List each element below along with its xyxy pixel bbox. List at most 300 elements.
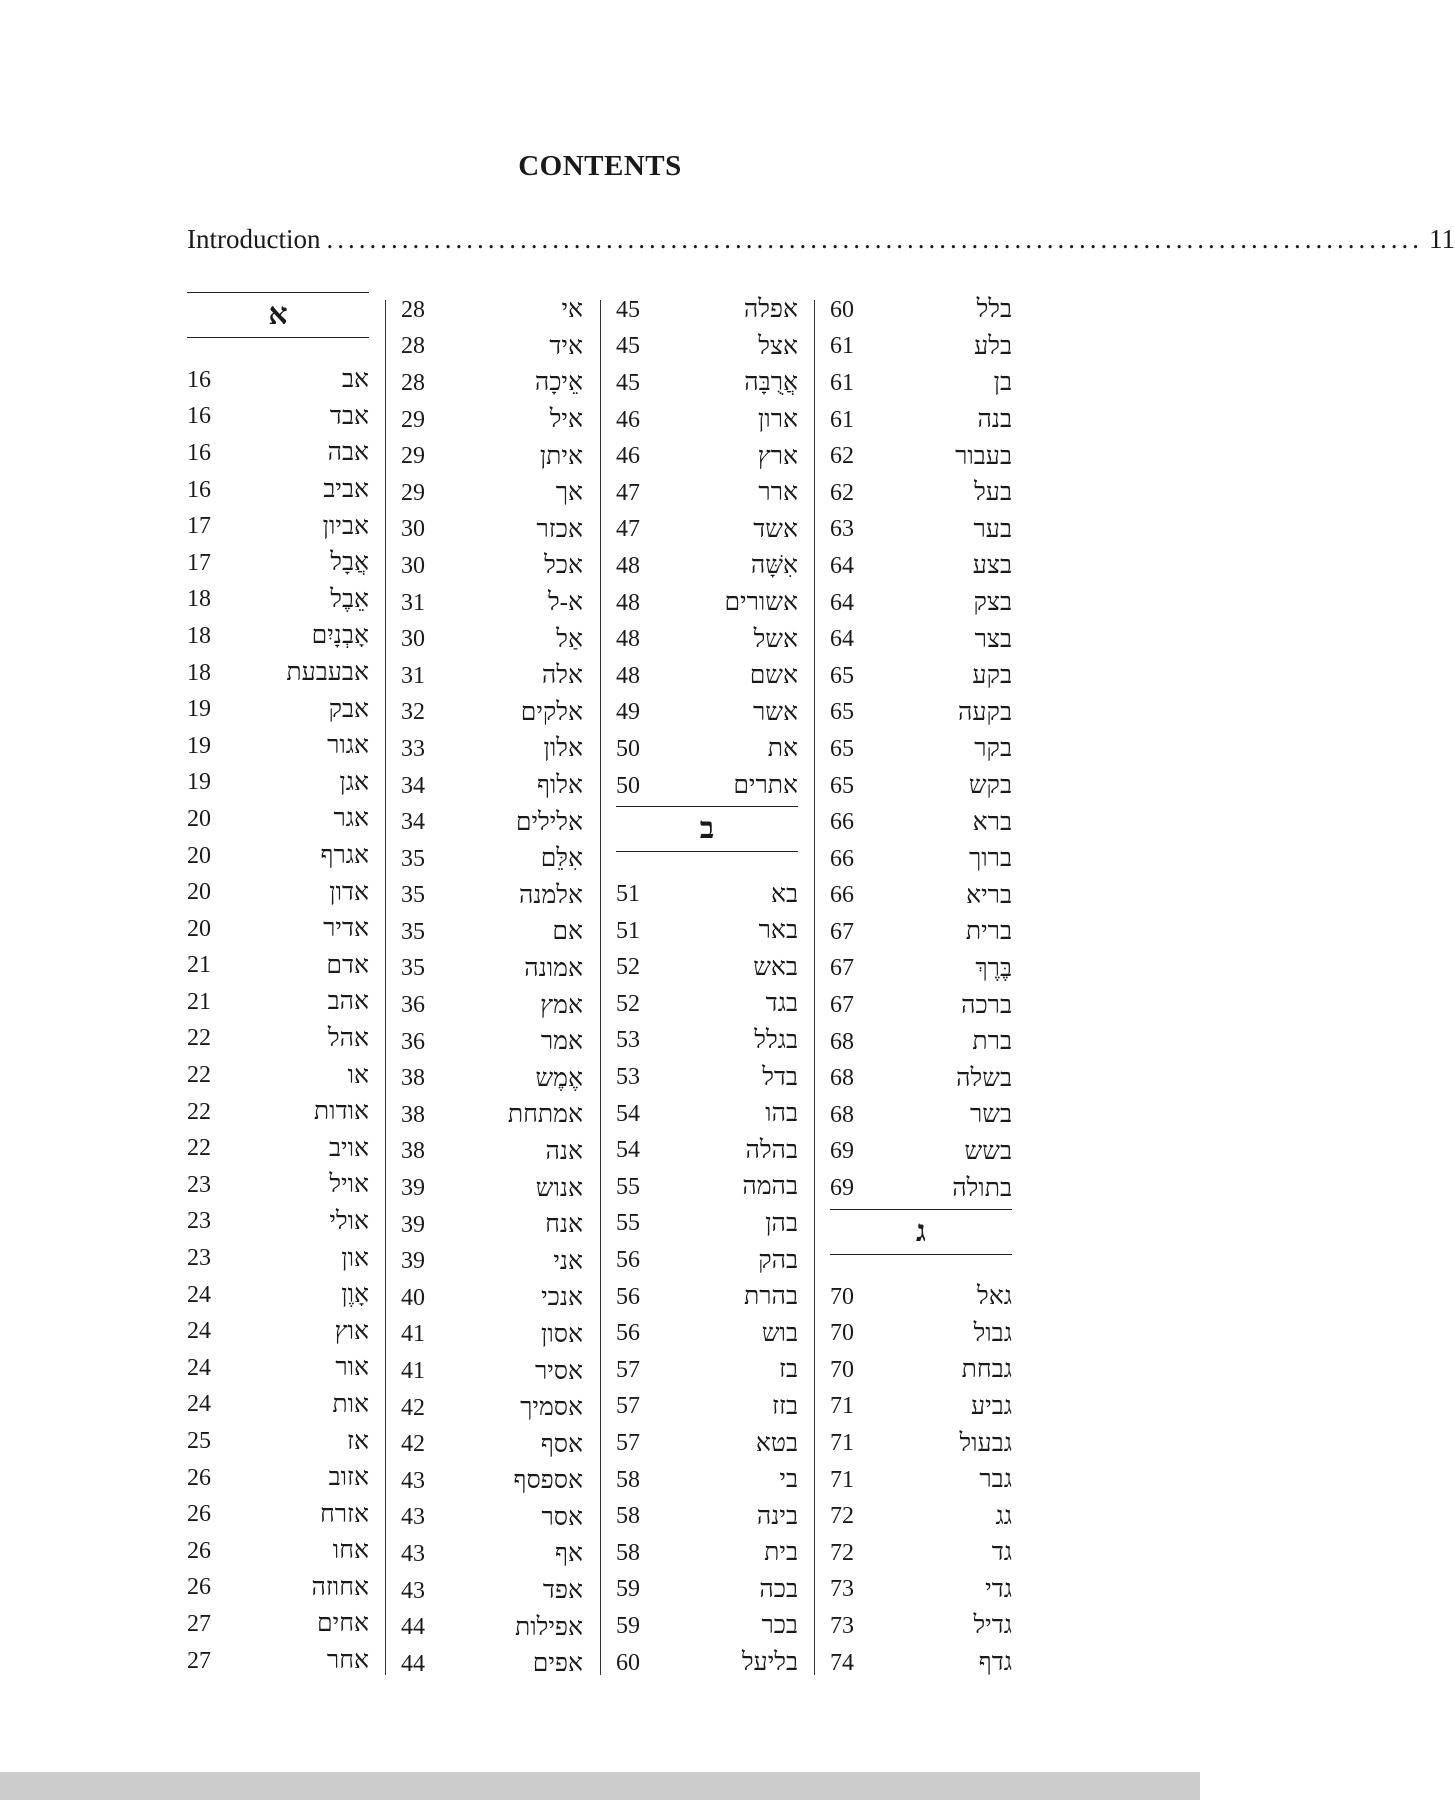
entry-page-number: 54 xyxy=(616,1100,640,1127)
entry-hebrew-word: אסר xyxy=(541,1503,583,1531)
toc-entry xyxy=(616,986,798,1023)
toc-entry xyxy=(187,1130,369,1167)
entry-hebrew-word: בקר xyxy=(974,735,1012,763)
entry-hebrew-word: גבר xyxy=(979,1466,1012,1494)
entry-hebrew-word: אבה xyxy=(327,439,369,467)
entry-page-number: 48 xyxy=(616,662,640,689)
entry-page-number: 51 xyxy=(616,917,640,944)
toc-entry xyxy=(830,292,1012,329)
entry-hebrew-word: אהל xyxy=(327,1024,369,1052)
dot-leader: ...................................................................................................... xyxy=(326,224,1423,254)
entry-hebrew-word: בלל xyxy=(976,296,1012,324)
toc-column-1 xyxy=(187,292,369,1679)
toc-entry xyxy=(830,1498,1012,1535)
entry-page-number: 26 xyxy=(187,1537,211,1564)
toc-entry xyxy=(187,911,369,948)
entry-hebrew-word: אלילים xyxy=(515,808,583,836)
entry-page-number: 66 xyxy=(830,882,854,909)
toc-entry xyxy=(830,804,1012,841)
entry-hebrew-word: באר xyxy=(758,917,798,945)
entry-hebrew-word: אשל xyxy=(753,625,798,653)
entry-hebrew-word: אחים xyxy=(317,1610,369,1638)
toc-entry xyxy=(187,1350,369,1387)
toc-entry xyxy=(401,804,583,841)
toc-entry xyxy=(830,1170,1012,1207)
toc-intro-entry xyxy=(187,224,1455,260)
entry-page-number: 45 xyxy=(616,369,640,396)
intro-label: Introduction xyxy=(187,224,321,254)
entry-hebrew-word: אבד xyxy=(329,402,369,430)
toc-entry xyxy=(830,1608,1012,1645)
entry-hebrew-word: אלקים xyxy=(520,698,583,726)
entry-hebrew-word: גדף xyxy=(978,1649,1012,1677)
toc-entry xyxy=(830,585,1012,622)
toc-entry xyxy=(401,548,583,585)
entry-hebrew-word: אבעבעת xyxy=(286,659,369,687)
entry-hebrew-word: בז xyxy=(778,1356,798,1384)
entry-page-number: 62 xyxy=(830,443,854,470)
toc-entry xyxy=(616,1242,798,1279)
entry-page-number: 45 xyxy=(616,296,640,323)
toc-entry xyxy=(830,987,1012,1024)
entry-page-number: 60 xyxy=(616,1649,640,1676)
toc-entry xyxy=(616,731,798,768)
entry-hebrew-word: אנוש xyxy=(535,1174,583,1202)
entry-hebrew-word: ברוך xyxy=(968,845,1012,873)
toc-entry xyxy=(187,582,369,619)
toc-entry xyxy=(401,1207,583,1244)
toc-entry xyxy=(401,1060,583,1097)
column-divider xyxy=(814,300,815,1675)
entry-page-number: 65 xyxy=(830,735,854,762)
entry-hebrew-word: בליעל xyxy=(741,1649,798,1677)
toc-entry xyxy=(830,621,1012,658)
entry-page-number: 24 xyxy=(187,1391,211,1418)
entry-hebrew-word: אִשָּׁה xyxy=(750,552,798,580)
entry-hebrew-word: אביון xyxy=(322,512,369,540)
toc-entry xyxy=(830,1572,1012,1609)
entry-page-number: 27 xyxy=(187,1647,211,1674)
toc-entry xyxy=(187,618,369,655)
entry-page-number: 69 xyxy=(830,1175,854,1202)
entry-page-number: 55 xyxy=(616,1210,640,1237)
toc-entry xyxy=(830,329,1012,366)
entry-hebrew-word: אחו xyxy=(332,1537,369,1565)
toc-entry xyxy=(187,1533,369,1570)
toc-entry xyxy=(830,402,1012,439)
entry-page-number: 48 xyxy=(616,589,640,616)
entry-hebrew-word: בית xyxy=(764,1539,798,1567)
entry-page-number: 65 xyxy=(830,662,854,689)
entry-hebrew-word: אגן xyxy=(339,768,369,796)
entry-page-number: 60 xyxy=(830,296,854,323)
toc-entry xyxy=(187,1057,369,1094)
entry-page-number: 72 xyxy=(830,1503,854,1530)
entry-page-number: 20 xyxy=(187,805,211,832)
entry-page-number: 44 xyxy=(401,1650,425,1677)
entry-hebrew-word: בגלל xyxy=(754,1026,798,1054)
toc-entry xyxy=(830,1060,1012,1097)
toc-entry xyxy=(830,1389,1012,1426)
entry-page-number: 57 xyxy=(616,1393,640,1420)
entry-hebrew-word: אלמנה xyxy=(518,881,583,909)
entry-hebrew-word: בעבור xyxy=(955,442,1012,470)
entry-page-number: 65 xyxy=(830,699,854,726)
entry-page-number: 62 xyxy=(830,479,854,506)
entry-page-number: 23 xyxy=(187,1171,211,1198)
entry-hebrew-word: בא xyxy=(770,880,798,908)
toc-entry xyxy=(616,1206,798,1243)
toc-entry xyxy=(401,1097,583,1134)
toc-entry xyxy=(830,914,1012,951)
entry-page-number: 61 xyxy=(830,406,854,433)
entry-hebrew-word: בקש xyxy=(968,772,1012,800)
toc-column-3 xyxy=(616,292,798,1681)
entry-hebrew-word: אהב xyxy=(327,988,369,1016)
entry-hebrew-word: בצע xyxy=(972,552,1012,580)
entry-hebrew-word: בקעה xyxy=(958,698,1012,726)
entry-hebrew-word: אך xyxy=(555,479,583,507)
entry-hebrew-word: בקע xyxy=(972,662,1012,690)
entry-page-number: 28 xyxy=(401,296,425,323)
entry-page-number: 32 xyxy=(401,699,425,726)
entry-page-number: 22 xyxy=(187,1025,211,1052)
entry-page-number: 30 xyxy=(401,552,425,579)
toc-entry xyxy=(401,658,583,695)
entry-page-number: 17 xyxy=(187,513,211,540)
entry-page-number: 57 xyxy=(616,1356,640,1383)
entry-page-number: 20 xyxy=(187,915,211,942)
entry-page-number: 20 xyxy=(187,879,211,906)
entry-page-number: 43 xyxy=(401,1504,425,1531)
entry-hebrew-word: אפילות xyxy=(515,1613,583,1641)
toc-entry xyxy=(401,768,583,805)
entry-hebrew-word: ברית xyxy=(965,918,1012,946)
entry-page-number: 38 xyxy=(401,1065,425,1092)
toc-entry xyxy=(830,475,1012,512)
entry-page-number: 36 xyxy=(401,1028,425,1055)
toc-entry xyxy=(616,1059,798,1096)
toc-entry xyxy=(616,1023,798,1060)
entry-hebrew-word: אלה xyxy=(541,662,583,690)
toc-entry xyxy=(616,1279,798,1316)
entry-page-number: 43 xyxy=(401,1540,425,1567)
entry-hebrew-word: אם xyxy=(552,918,583,946)
entry-page-number: 50 xyxy=(616,772,640,799)
toc-entry xyxy=(401,987,583,1024)
entry-page-number: 47 xyxy=(616,516,640,543)
toc-entry xyxy=(401,585,583,622)
entry-page-number: 71 xyxy=(830,1466,854,1493)
entry-hebrew-word: אֲבָל xyxy=(330,549,369,577)
entry-page-number: 34 xyxy=(401,772,425,799)
entry-hebrew-word: אגר xyxy=(333,805,369,833)
entry-page-number: 19 xyxy=(187,769,211,796)
toc-entry xyxy=(616,1169,798,1206)
entry-page-number: 51 xyxy=(616,881,640,908)
entry-hebrew-word: בי xyxy=(779,1466,798,1494)
entry-hebrew-word: בהן xyxy=(765,1209,798,1237)
entry-page-number: 22 xyxy=(187,1135,211,1162)
entry-hebrew-word: או xyxy=(347,1061,369,1089)
toc-entry xyxy=(187,801,369,838)
entry-page-number: 34 xyxy=(401,809,425,836)
letter-section-header: ג xyxy=(830,1209,1012,1255)
toc-entry xyxy=(830,1024,1012,1061)
toc-entry xyxy=(401,438,583,475)
entry-hebrew-word: ארון xyxy=(757,406,798,434)
entry-page-number: 18 xyxy=(187,586,211,613)
entry-page-number: 48 xyxy=(616,552,640,579)
toc-entry xyxy=(616,658,798,695)
toc-entry xyxy=(616,475,798,512)
entry-hebrew-word: ארץ xyxy=(757,442,798,470)
toc-entry xyxy=(401,1609,583,1646)
entry-page-number: 27 xyxy=(187,1610,211,1637)
toc-entry xyxy=(616,1572,798,1609)
entry-hebrew-word: אלוף xyxy=(536,772,583,800)
toc-entry xyxy=(187,1423,369,1460)
toc-entry xyxy=(187,1277,369,1314)
toc-entry xyxy=(401,402,583,439)
entry-page-number: 16 xyxy=(187,439,211,466)
entry-hebrew-word: אי xyxy=(561,296,583,324)
entry-hebrew-word: גבול xyxy=(973,1319,1012,1347)
toc-entry xyxy=(830,438,1012,475)
toc-entry xyxy=(187,472,369,509)
entry-page-number: 46 xyxy=(616,406,640,433)
entry-hebrew-word: אצל xyxy=(758,332,798,360)
entry-page-number: 69 xyxy=(830,1138,854,1165)
entry-page-number: 20 xyxy=(187,842,211,869)
entry-hebrew-word: אנה xyxy=(545,1137,583,1165)
entry-page-number: 56 xyxy=(616,1320,640,1347)
entry-page-number: 35 xyxy=(401,882,425,909)
entry-page-number: 38 xyxy=(401,1138,425,1165)
toc-entry xyxy=(401,512,583,549)
toc-entry xyxy=(830,695,1012,732)
entry-hebrew-word: אנח xyxy=(545,1211,583,1239)
entry-hebrew-word: בינה xyxy=(756,1502,798,1530)
entry-hebrew-word: אַל xyxy=(556,625,583,653)
toc-entry xyxy=(616,365,798,402)
entry-page-number: 39 xyxy=(401,1175,425,1202)
toc-entry xyxy=(187,1643,369,1680)
entry-page-number: 70 xyxy=(830,1283,854,1310)
entry-page-number: 73 xyxy=(830,1576,854,1603)
entry-hebrew-word: בצר xyxy=(974,625,1012,653)
entry-hebrew-word: את xyxy=(767,735,798,763)
entry-page-number: 25 xyxy=(187,1428,211,1455)
entry-page-number: 52 xyxy=(616,954,640,981)
toc-entry xyxy=(187,435,369,472)
entry-hebrew-word: אמר xyxy=(540,1028,583,1056)
toc-entry xyxy=(187,984,369,1021)
entry-page-number: 68 xyxy=(830,1028,854,1055)
entry-page-number: 66 xyxy=(830,809,854,836)
entry-hebrew-word: אסיר xyxy=(534,1357,583,1385)
entry-hebrew-word: אסמיך xyxy=(520,1394,583,1422)
entry-hebrew-word: בוש xyxy=(761,1319,798,1347)
entry-page-number: 16 xyxy=(187,403,211,430)
entry-page-number: 23 xyxy=(187,1245,211,1272)
entry-page-number: 23 xyxy=(187,1208,211,1235)
toc-entry xyxy=(401,1353,583,1390)
entry-hebrew-word: אָבְנָיִם xyxy=(311,622,369,650)
entry-hebrew-word: בהק xyxy=(758,1246,798,1274)
entry-page-number: 18 xyxy=(187,622,211,649)
toc-entry xyxy=(830,1462,1012,1499)
entry-page-number: 43 xyxy=(401,1577,425,1604)
entry-page-number: 35 xyxy=(401,955,425,982)
entry-hebrew-word: אודות xyxy=(313,1098,369,1126)
toc-entry xyxy=(616,1315,798,1352)
toc-entry xyxy=(616,876,798,913)
entry-hebrew-word: בתולה xyxy=(952,1174,1012,1202)
toc-entry xyxy=(616,329,798,366)
toc-entry xyxy=(401,1170,583,1207)
entry-hebrew-word: בדל xyxy=(762,1063,798,1091)
entry-page-number: 40 xyxy=(401,1284,425,1311)
entry-hebrew-word: אֶמֶש xyxy=(535,1064,583,1092)
entry-hebrew-word: בצק xyxy=(973,589,1012,617)
toc-entry xyxy=(187,1570,369,1607)
entry-hebrew-word: אות xyxy=(332,1390,369,1418)
entry-page-number: 21 xyxy=(187,988,211,1015)
entry-hebrew-word: אֵיכָה xyxy=(534,369,583,397)
toc-entry xyxy=(616,402,798,439)
entry-page-number: 38 xyxy=(401,1101,425,1128)
entry-hebrew-word: אכל xyxy=(544,552,583,580)
entry-page-number: 58 xyxy=(616,1503,640,1530)
entry-page-number: 71 xyxy=(830,1393,854,1420)
entry-page-number: 53 xyxy=(616,1027,640,1054)
toc-entry xyxy=(401,1243,583,1280)
entry-page-number: 64 xyxy=(830,552,854,579)
entry-hebrew-word: אשורים xyxy=(724,589,798,617)
entry-hebrew-word: בכר xyxy=(761,1612,798,1640)
entry-page-number: 31 xyxy=(401,589,425,616)
toc-column-2 xyxy=(401,292,583,1683)
toc-entry xyxy=(616,1352,798,1389)
entry-page-number: 33 xyxy=(401,735,425,762)
entry-hebrew-word: אחר xyxy=(326,1647,369,1675)
entry-hebrew-word: אזרח xyxy=(319,1500,369,1528)
toc-entry xyxy=(401,1134,583,1171)
column-divider xyxy=(600,300,601,1675)
entry-page-number: 29 xyxy=(401,479,425,506)
entry-page-number: 22 xyxy=(187,1062,211,1089)
entry-page-number: 41 xyxy=(401,1321,425,1348)
entry-hebrew-word: אויב xyxy=(328,1134,369,1162)
entry-hebrew-word: בהלה xyxy=(745,1136,798,1164)
toc-entry xyxy=(616,1425,798,1462)
entry-page-number: 68 xyxy=(830,1101,854,1128)
entry-page-number: 19 xyxy=(187,732,211,759)
toc-entry xyxy=(830,658,1012,695)
toc-entry xyxy=(401,1500,583,1537)
entry-hebrew-word: בשר xyxy=(969,1101,1012,1129)
entry-page-number: 61 xyxy=(830,369,854,396)
entry-page-number: 26 xyxy=(187,1501,211,1528)
entry-hebrew-word: בהו xyxy=(765,1100,798,1128)
entry-hebrew-word: בנה xyxy=(977,406,1012,434)
entry-page-number: 24 xyxy=(187,1281,211,1308)
entry-page-number: 26 xyxy=(187,1574,211,1601)
entry-page-number: 39 xyxy=(401,1248,425,1275)
entry-page-number: 61 xyxy=(830,333,854,360)
toc-entry xyxy=(401,1317,583,1354)
entry-hebrew-word: אפד xyxy=(542,1577,583,1605)
entry-hebrew-word: אני xyxy=(553,1247,583,1275)
entry-hebrew-word: אז xyxy=(347,1427,369,1455)
entry-hebrew-word: אויל xyxy=(329,1171,369,1199)
entry-hebrew-word: א-ל xyxy=(547,589,583,617)
entry-hebrew-word: אסון xyxy=(541,1320,583,1348)
entry-page-number: 54 xyxy=(616,1137,640,1164)
entry-page-number: 29 xyxy=(401,443,425,470)
entry-hebrew-word: אוץ xyxy=(334,1317,369,1345)
entry-page-number: 63 xyxy=(830,516,854,543)
entry-page-number: 18 xyxy=(187,659,211,686)
entry-page-number: 70 xyxy=(830,1356,854,1383)
toc-entry xyxy=(401,1536,583,1573)
entry-hebrew-word: אשם xyxy=(749,662,798,690)
entry-hebrew-word: אסף xyxy=(540,1430,583,1458)
entry-page-number: 42 xyxy=(401,1394,425,1421)
toc-entry xyxy=(830,951,1012,988)
entry-hebrew-word: בזז xyxy=(772,1392,798,1420)
entry-page-number: 24 xyxy=(187,1318,211,1345)
entry-hebrew-word: בלע xyxy=(974,332,1012,360)
entry-hebrew-word: אולי xyxy=(329,1207,369,1235)
entry-hebrew-word: אדם xyxy=(326,951,369,979)
toc-entry xyxy=(616,585,798,622)
entry-hebrew-word: בגד xyxy=(765,990,798,1018)
entry-hebrew-word: און xyxy=(341,1244,369,1272)
entry-hebrew-word: אדיר xyxy=(323,915,369,943)
toc-entry xyxy=(187,1167,369,1204)
entry-page-number: 31 xyxy=(401,662,425,689)
toc-entry xyxy=(401,1280,583,1317)
entry-hebrew-word: בֶּרֶךְ xyxy=(975,954,1012,982)
entry-page-number: 71 xyxy=(830,1430,854,1457)
toc-entry xyxy=(830,365,1012,402)
entry-page-number: 55 xyxy=(616,1173,640,1200)
intro-page: 11 xyxy=(1428,224,1455,254)
toc-entry xyxy=(187,1606,369,1643)
entry-hebrew-word: אשד xyxy=(753,515,798,543)
column-divider xyxy=(385,300,386,1675)
toc-entry xyxy=(187,399,369,436)
entry-hebrew-word: בעל xyxy=(974,479,1012,507)
entry-hebrew-word: אבק xyxy=(328,695,369,723)
entry-page-number: 65 xyxy=(830,772,854,799)
toc-entry xyxy=(187,545,369,582)
entry-page-number: 19 xyxy=(187,696,211,723)
toc-entry xyxy=(830,841,1012,878)
toc-entry xyxy=(616,548,798,585)
entry-hebrew-word: בן xyxy=(993,369,1012,397)
entry-page-number: 36 xyxy=(401,992,425,1019)
entry-hebrew-word: אפים xyxy=(532,1650,583,1678)
toc-entry xyxy=(401,878,583,915)
toc-entry xyxy=(616,1535,798,1572)
toc-entry xyxy=(616,1462,798,1499)
toc-entry xyxy=(830,1535,1012,1572)
entry-page-number: 58 xyxy=(616,1466,640,1493)
toc-entry xyxy=(401,914,583,951)
